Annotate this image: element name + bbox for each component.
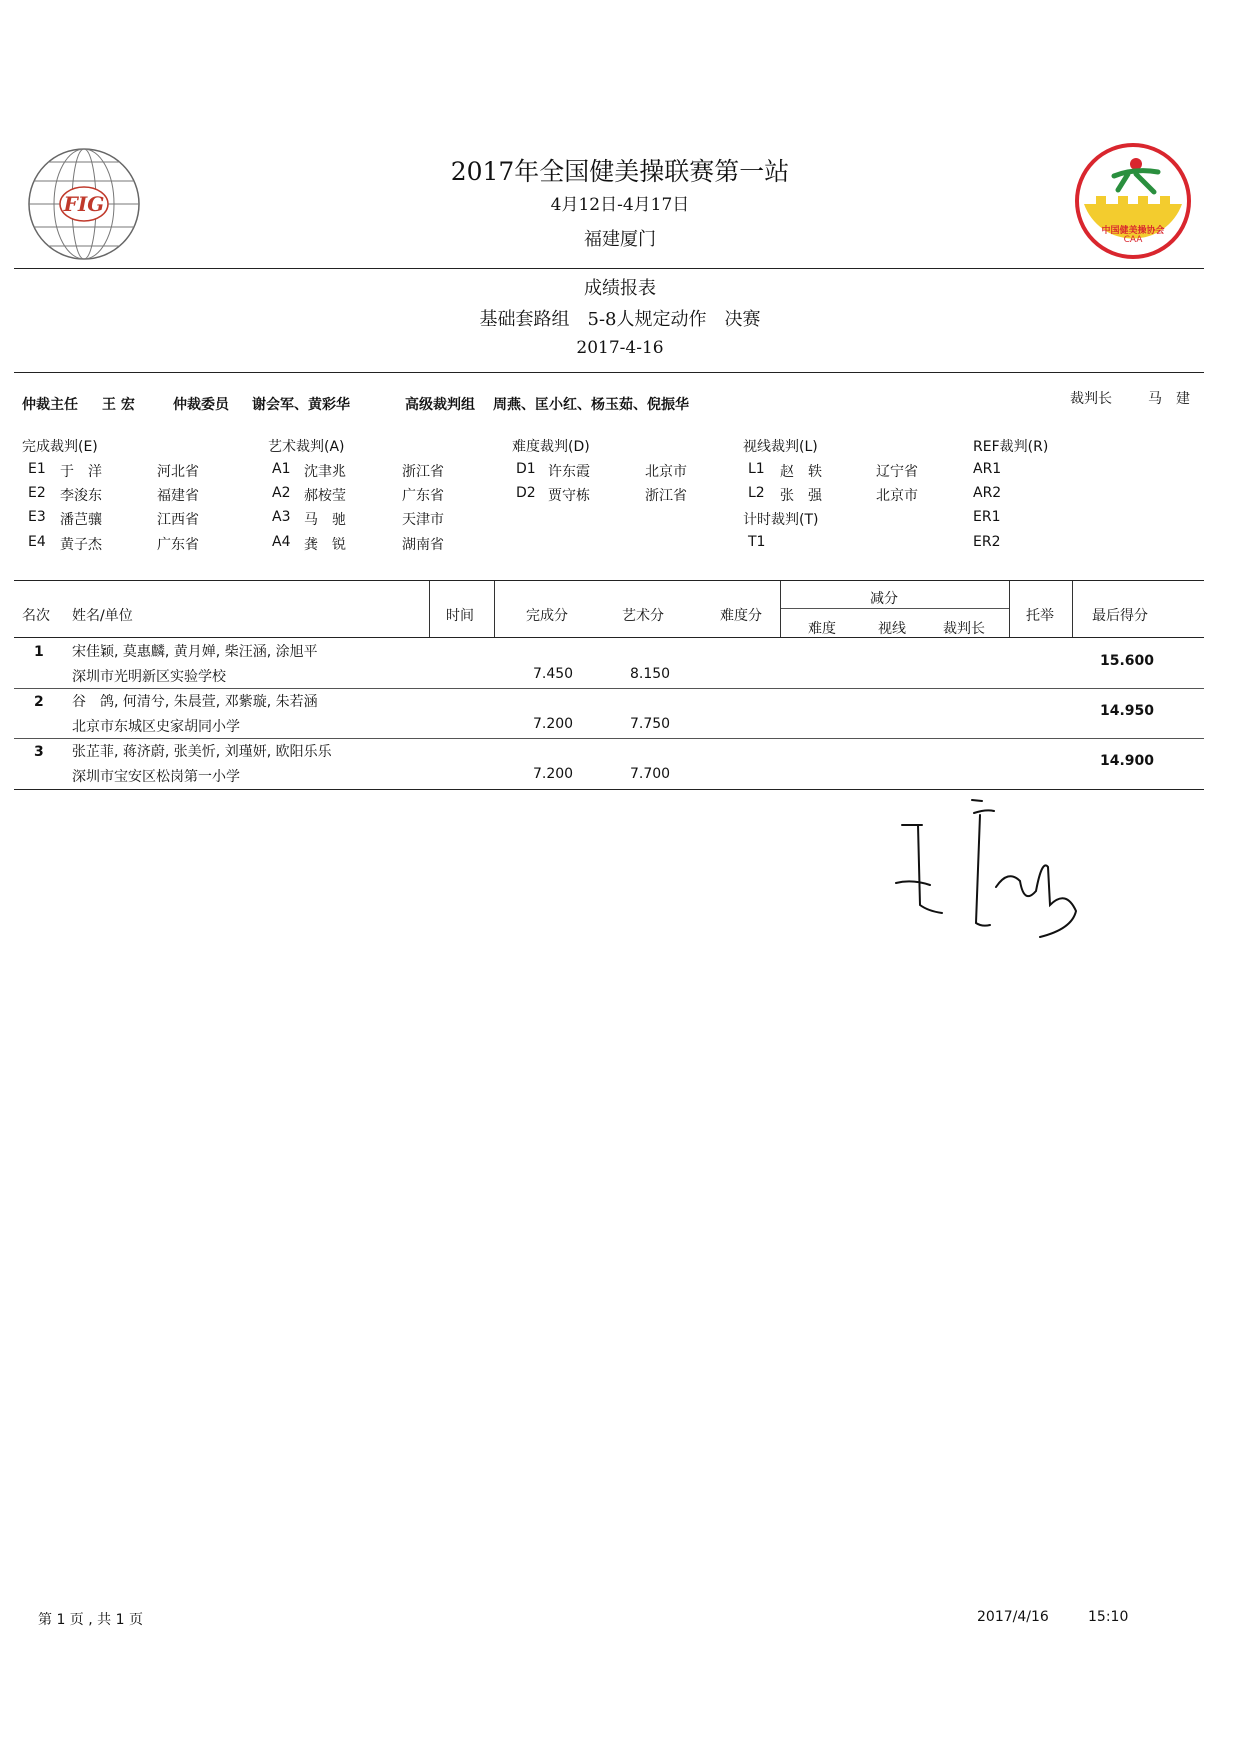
- senior-panel: 周燕、匡小红、杨玉茹、倪振华: [493, 397, 689, 413]
- col-header-ded-difficulty: 难度: [808, 621, 836, 637]
- judge-province: 福建省: [157, 488, 199, 504]
- judge-name: 郝桉莹: [304, 488, 346, 504]
- head-judge-label: 裁判长: [1070, 391, 1112, 407]
- judge-name: 龚 锐: [304, 537, 346, 553]
- team-unit: 深圳市光明新区实验学校: [72, 669, 226, 685]
- chief-arbiter-label: 仲裁主任: [22, 397, 78, 413]
- judge-province: 北京市: [876, 488, 918, 504]
- artistic-score: 7.700: [630, 766, 671, 782]
- judge-code: A2: [272, 485, 291, 501]
- col-header-execution: 完成分: [526, 608, 568, 624]
- judge-name: 沈聿兆: [304, 464, 346, 480]
- judge-code: E4: [28, 534, 46, 550]
- caa-logo-abbrev: CAA: [1123, 235, 1143, 245]
- artistic-panel-title: 艺术裁判(A): [268, 439, 345, 455]
- final-score: 15.600: [1100, 653, 1155, 669]
- judge-code: L2: [748, 485, 765, 501]
- judge-name: 于 洋: [60, 464, 102, 480]
- judge-province: 广东省: [402, 488, 444, 504]
- caa-logo-text: 中国健美操协会: [1101, 226, 1165, 236]
- officials-divider: [14, 372, 1204, 373]
- event-title: 2017年全国健美操联赛第一站: [450, 157, 790, 186]
- judge-code: ER1: [973, 509, 1001, 525]
- judge-province: 天津市: [402, 512, 444, 528]
- judge-code: E1: [28, 461, 46, 477]
- event-dates: 4月12日-4月17日: [550, 195, 690, 215]
- fig-logo: [26, 146, 142, 262]
- table-bottom-border: [14, 789, 1204, 790]
- judge-code: E3: [28, 509, 46, 525]
- team-names: 宋佳颖, 莫惠麟, 黄月婵, 柴汪涵, 涂旭平: [72, 644, 318, 660]
- team-names: 谷 鸽, 何清兮, 朱晨萱, 邓紫璇, 朱若涵: [72, 694, 318, 710]
- page-indicator: 第 1 页 , 共 1 页: [38, 1612, 143, 1628]
- arbiter-member-label: 仲裁委员: [173, 397, 229, 413]
- judge-name: 黄子杰: [60, 537, 102, 553]
- execution-score: 7.450: [533, 666, 574, 682]
- judge-code: E2: [28, 485, 46, 501]
- rank: 2: [34, 694, 44, 710]
- judge-province: 广东省: [157, 537, 199, 553]
- time-panel-title: 计时裁判(T): [743, 512, 819, 528]
- signature: [890, 795, 1090, 945]
- artistic-score: 7.750: [630, 716, 671, 732]
- event-category: 基础套路组 5-8人规定动作 决赛: [479, 309, 761, 330]
- table-header-bottom-border: [14, 637, 1204, 638]
- judge-code: T1: [748, 534, 766, 550]
- final-score: 14.900: [1100, 753, 1155, 769]
- col-header-name-unit: 姓名/单位: [72, 608, 133, 624]
- col-header-time: 时间: [446, 608, 474, 624]
- header-divider: [14, 268, 1204, 269]
- judge-name: 张 强: [780, 488, 822, 504]
- judge-name: 马 驰: [304, 512, 346, 528]
- report-title: 成绩报表: [584, 278, 656, 299]
- col-header-deduction: 减分: [870, 591, 898, 607]
- judge-code: AR2: [973, 485, 1002, 501]
- judge-code: ER2: [973, 534, 1001, 550]
- col-header-ded-head: 裁判长: [943, 621, 985, 637]
- ref-panel-title: REF裁判(R): [973, 439, 1049, 455]
- judge-code: D2: [516, 485, 536, 501]
- col-header-lift: 托举: [1026, 608, 1054, 624]
- judge-code: L1: [748, 461, 765, 477]
- judge-province: 辽宁省: [876, 464, 918, 480]
- judge-code: A4: [272, 534, 291, 550]
- final-score: 14.950: [1100, 703, 1155, 719]
- print-time: 15:10: [1088, 1609, 1129, 1625]
- rank: 1: [34, 644, 44, 660]
- judge-code: A3: [272, 509, 291, 525]
- team-names: 张芷菲, 蒋济蔚, 张美忻, 刘瑾妍, 欧阳乐乐: [72, 744, 332, 760]
- col-header-artistic: 艺术分: [622, 608, 664, 624]
- judge-name: 潘芑骧: [60, 512, 102, 528]
- judge-name: 贾守栋: [548, 488, 590, 504]
- execution-score: 7.200: [533, 766, 574, 782]
- col-header-difficulty: 难度分: [720, 608, 762, 624]
- judge-code: A1: [272, 461, 291, 477]
- judge-province: 浙江省: [402, 464, 444, 480]
- col-divider: [780, 581, 781, 637]
- judge-code: AR1: [973, 461, 1002, 477]
- head-judge: 马 建: [1148, 391, 1190, 407]
- event-location: 福建厦门: [584, 229, 656, 250]
- judge-code: D1: [516, 461, 536, 477]
- col-divider: [494, 581, 495, 637]
- judge-province: 江西省: [157, 512, 199, 528]
- chief-arbiter: 王 宏: [102, 397, 135, 413]
- row-divider: [14, 738, 1204, 739]
- team-unit: 北京市东城区史家胡同小学: [72, 719, 240, 735]
- report-date: 2017-4-16: [576, 338, 664, 358]
- caa-logo: [1074, 142, 1192, 260]
- judge-name: 赵 轶: [780, 464, 822, 480]
- col-divider: [1009, 581, 1010, 637]
- senior-panel-label: 高级裁判组: [405, 397, 475, 413]
- execution-score: 7.200: [533, 716, 574, 732]
- judge-province: 北京市: [645, 464, 687, 480]
- judge-name: 许东霞: [548, 464, 590, 480]
- col-divider: [429, 581, 430, 637]
- artistic-score: 8.150: [630, 666, 671, 682]
- arbiter-members: 谢会军、黄彩华: [252, 397, 350, 413]
- judge-name: 李浚东: [60, 488, 102, 504]
- team-unit: 深圳市宝安区松岗第一小学: [72, 769, 240, 785]
- col-header-ded-line: 视线: [878, 621, 906, 637]
- judge-province: 浙江省: [645, 488, 687, 504]
- rank: 3: [34, 744, 44, 760]
- difficulty-panel-title: 难度裁判(D): [512, 439, 590, 455]
- line-panel-title: 视线裁判(L): [743, 439, 818, 455]
- print-date: 2017/4/16: [977, 1609, 1049, 1625]
- row-divider: [14, 688, 1204, 689]
- col-divider: [1072, 581, 1073, 637]
- judge-province: 湖南省: [402, 537, 444, 553]
- fig-logo-text: FIG: [63, 192, 105, 216]
- table-top-border: [14, 580, 1204, 581]
- judge-province: 河北省: [157, 464, 199, 480]
- execution-panel-title: 完成裁判(E): [22, 439, 98, 455]
- col-header-final: 最后得分: [1092, 608, 1148, 624]
- deduction-divider: [780, 608, 1009, 609]
- col-header-rank: 名次: [22, 608, 50, 624]
